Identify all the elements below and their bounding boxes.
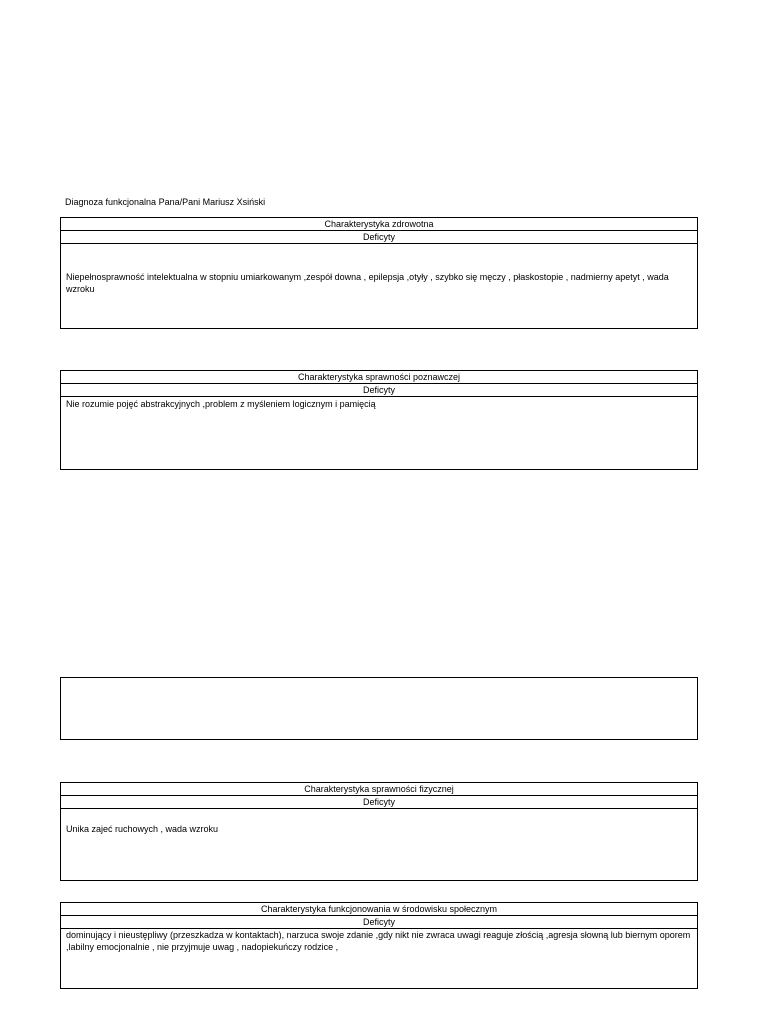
section-content: Nie rozumie pojęć abstrakcyjnych ,problem z myśleniem logicznym i pamięcią	[66, 399, 376, 409]
section-content: Unika zajeć ruchowych , wada wzroku	[66, 824, 219, 834]
section-content: Niepełnosprawność intelektualna w stopniu umiarkowanym ,zespół downa , epilepsja ,otyły , szybko się męczy , płaskostopie , nadmierny apetyt , wada wzroku	[66, 272, 669, 294]
section-heading: Charakterystyka sprawności poznawczej	[61, 371, 697, 384]
section-subheading: Deficyty	[61, 796, 697, 809]
section-subheading: Deficyty	[61, 916, 697, 929]
empty-section-box	[60, 677, 698, 740]
section-cognitive	[60, 370, 698, 470]
section-physical	[60, 782, 698, 881]
section-subheading: Deficyty	[61, 384, 697, 397]
section-social	[60, 902, 698, 989]
section-content: dominujący i nieustępliwy (przeszkadza w kontaktach), narzuca swoje zdanie ,gdy nikt nie zwraca uwagi reaguje złością ,agresja słowną lub biernym oporem ,labilny emocjonalnie , nie przyjmuje uwag , nadopiekuńczy rodzice ,	[66, 930, 691, 952]
document-title: Diagnoza funkcjonalna Pana/Pani Mariusz Xsiński	[65, 197, 266, 207]
section-health	[60, 217, 698, 329]
section-heading: Charakterystyka funkcjonowania w środowisku społecznym	[61, 903, 697, 916]
section-subheading: Deficyty	[61, 231, 697, 244]
section-heading: Charakterystyka zdrowotna	[61, 218, 697, 231]
section-heading: Charakterystyka sprawności fizycznej	[61, 783, 697, 796]
